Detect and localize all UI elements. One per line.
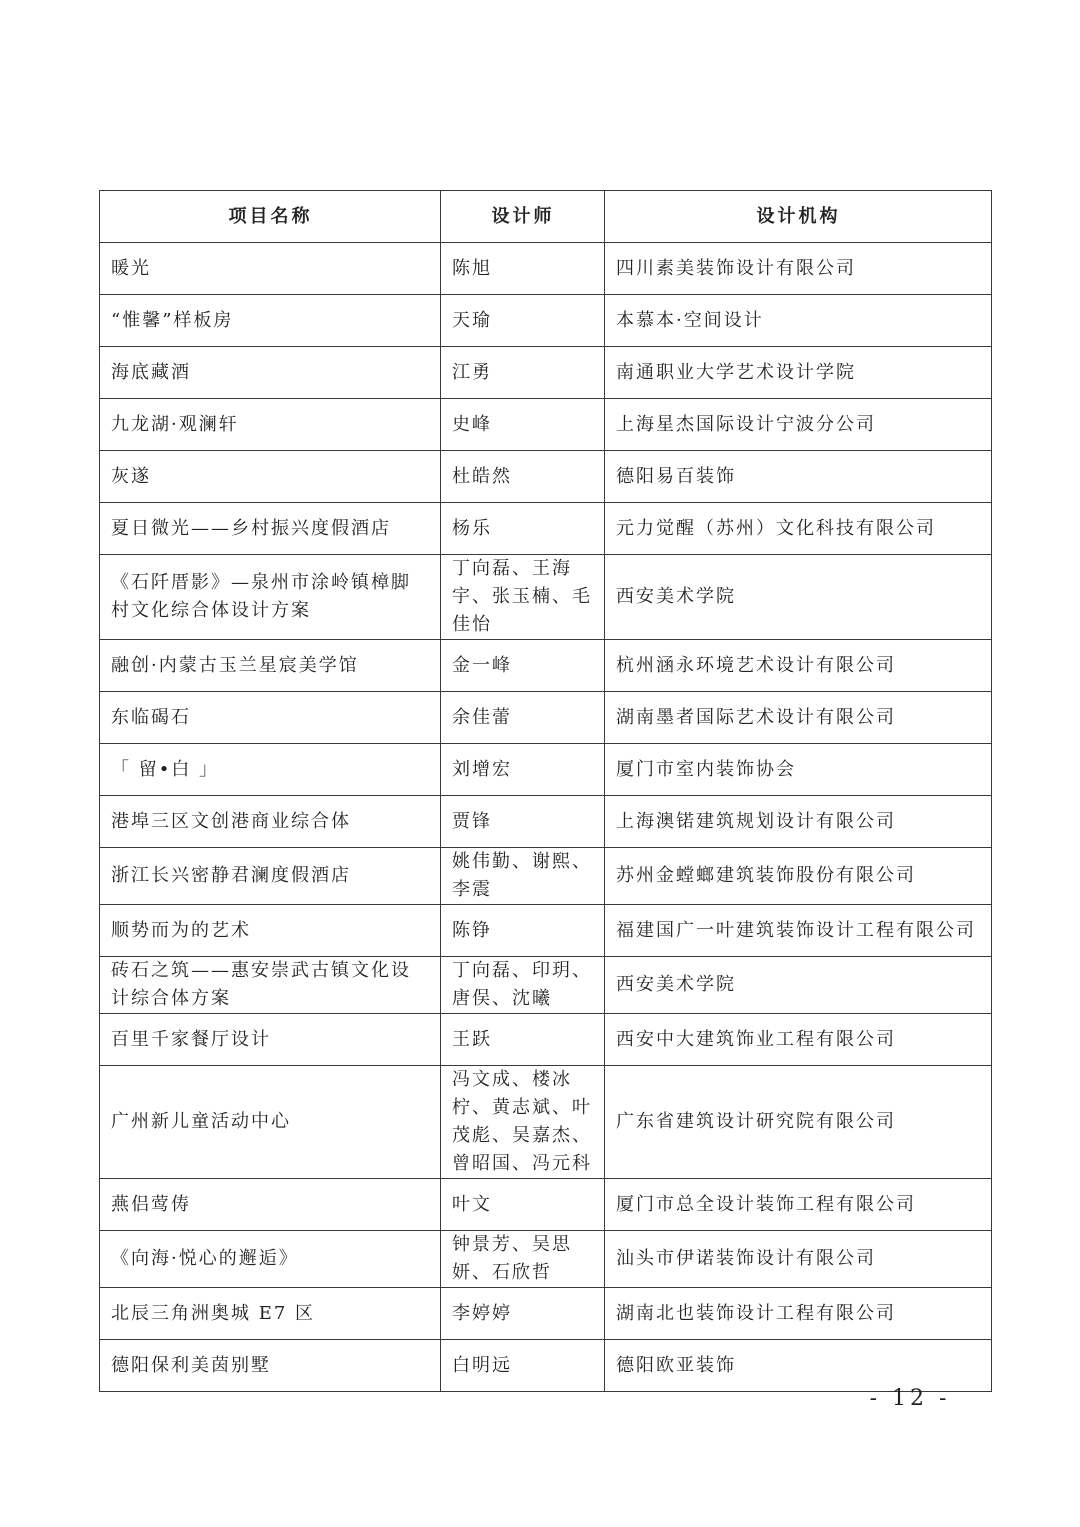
designer-cell: 钟景芳、吴思妍、石欣哲 [441,1231,605,1288]
project-name-cell: 北辰三角洲奥城 E7 区 [100,1288,441,1340]
table-row [100,957,992,1014]
table-row [100,692,992,744]
table-row [100,555,992,640]
table-row [100,1179,992,1231]
table-row [100,1231,992,1288]
table-row [100,1066,992,1179]
project-name-cell: 东临碣石 [100,692,441,744]
table-body [100,243,992,1392]
organization-cell: 杭州涵永环境艺术设计有限公司 [605,640,992,692]
table-row [100,347,992,399]
project-name-cell: 暖光 [100,243,441,295]
organization-cell: 德阳易百装饰 [605,451,992,503]
project-name-cell: 融创·内蒙古玉兰星宸美学馆 [100,640,441,692]
table-row [100,796,992,848]
project-name-cell: 燕侣莺俦 [100,1179,441,1231]
column-header-designer: 设计师 [441,191,605,243]
designer-cell: 冯文成、楼冰柠、黄志斌、叶茂彪、吴嘉杰、曾昭国、冯元科 [441,1066,605,1179]
organization-cell: 汕头市伊诺装饰设计有限公司 [605,1231,992,1288]
project-name-cell: 海底藏酒 [100,347,441,399]
project-name-cell: “惟馨”样板房 [100,295,441,347]
organization-cell: 厦门市室内装饰协会 [605,744,992,796]
table-row [100,640,992,692]
organization-cell: 湖南墨者国际艺术设计有限公司 [605,692,992,744]
designer-cell: 史峰 [441,399,605,451]
designer-cell: 刘增宏 [441,744,605,796]
table-header-row [100,191,992,243]
designer-cell: 天瑜 [441,295,605,347]
project-name-cell: 顺势而为的艺术 [100,905,441,957]
organization-cell: 西安美术学院 [605,555,992,640]
award-table [99,190,992,1392]
organization-cell: 四川素美装饰设计有限公司 [605,243,992,295]
column-header-project: 项目名称 [100,191,441,243]
project-name-cell: 灰遂 [100,451,441,503]
designer-cell: 杨乐 [441,503,605,555]
table-row [100,848,992,905]
table-row [100,243,992,295]
organization-cell: 元力觉醒（苏州）文化科技有限公司 [605,503,992,555]
designer-cell: 王跃 [441,1014,605,1066]
designer-cell: 叶文 [441,1179,605,1231]
table-row [100,295,992,347]
designer-cell: 杜皓然 [441,451,605,503]
designer-cell: 贾锋 [441,796,605,848]
project-name-cell: 百里千家餐厅设计 [100,1014,441,1066]
table-row [100,399,992,451]
table-row [100,905,992,957]
organization-cell: 广东省建筑设计研究院有限公司 [605,1066,992,1179]
project-name-cell: 夏日微光——乡村振兴度假酒店 [100,503,441,555]
project-name-cell: 浙江长兴密静君澜度假酒店 [100,848,441,905]
project-name-cell: 砖石之筑——惠安崇武古镇文化设计综合体方案 [100,957,441,1014]
table-row [100,503,992,555]
designer-cell: 江勇 [441,347,605,399]
project-name-cell: 九龙湖·观澜轩 [100,399,441,451]
designer-cell: 丁向磊、印玥、唐俣、沈曦 [441,957,605,1014]
organization-cell: 福建国广一叶建筑装饰设计工程有限公司 [605,905,992,957]
project-name-cell: 「 留•白 」 [100,744,441,796]
organization-cell: 本慕本·空间设计 [605,295,992,347]
table-row [100,1288,992,1340]
organization-cell: 厦门市总全设计装饰工程有限公司 [605,1179,992,1231]
project-name-cell: 港埠三区文创港商业综合体 [100,796,441,848]
project-name-cell: 《向海·悦心的邂逅》 [100,1231,441,1288]
organization-cell: 苏州金螳螂建筑装饰股份有限公司 [605,848,992,905]
designer-cell: 姚伟勤、谢熙、李震 [441,848,605,905]
designer-cell: 李婷婷 [441,1288,605,1340]
organization-cell: 湖南北也装饰设计工程有限公司 [605,1288,992,1340]
organization-cell: 上海澳锘建筑规划设计有限公司 [605,796,992,848]
designer-cell: 陈铮 [441,905,605,957]
designer-cell: 陈旭 [441,243,605,295]
designer-cell: 余佳蕾 [441,692,605,744]
organization-cell: 西安中大建筑饰业工程有限公司 [605,1014,992,1066]
table-row [100,1340,992,1392]
project-name-cell: 广州新儿童活动中心 [100,1066,441,1179]
project-name-cell: 《石阡厝影》—泉州市涂岭镇樟脚村文化综合体设计方案 [100,555,441,640]
designer-cell: 金一峰 [441,640,605,692]
organization-cell: 上海星杰国际设计宁波分公司 [605,399,992,451]
designer-cell: 白明远 [441,1340,605,1392]
column-header-organization: 设计机构 [605,191,992,243]
organization-cell: 西安美术学院 [605,957,992,1014]
table-row [100,744,992,796]
organization-cell: 德阳欧亚装饰 [605,1340,992,1392]
project-name-cell: 德阳保利美茵别墅 [100,1340,441,1392]
organization-cell: 南通职业大学艺术设计学院 [605,347,992,399]
table-row [100,451,992,503]
designer-cell: 丁向磊、王海宇、张玉楠、毛佳怡 [441,555,605,640]
page-number: - 12 - [869,1386,951,1411]
table-row [100,1014,992,1066]
